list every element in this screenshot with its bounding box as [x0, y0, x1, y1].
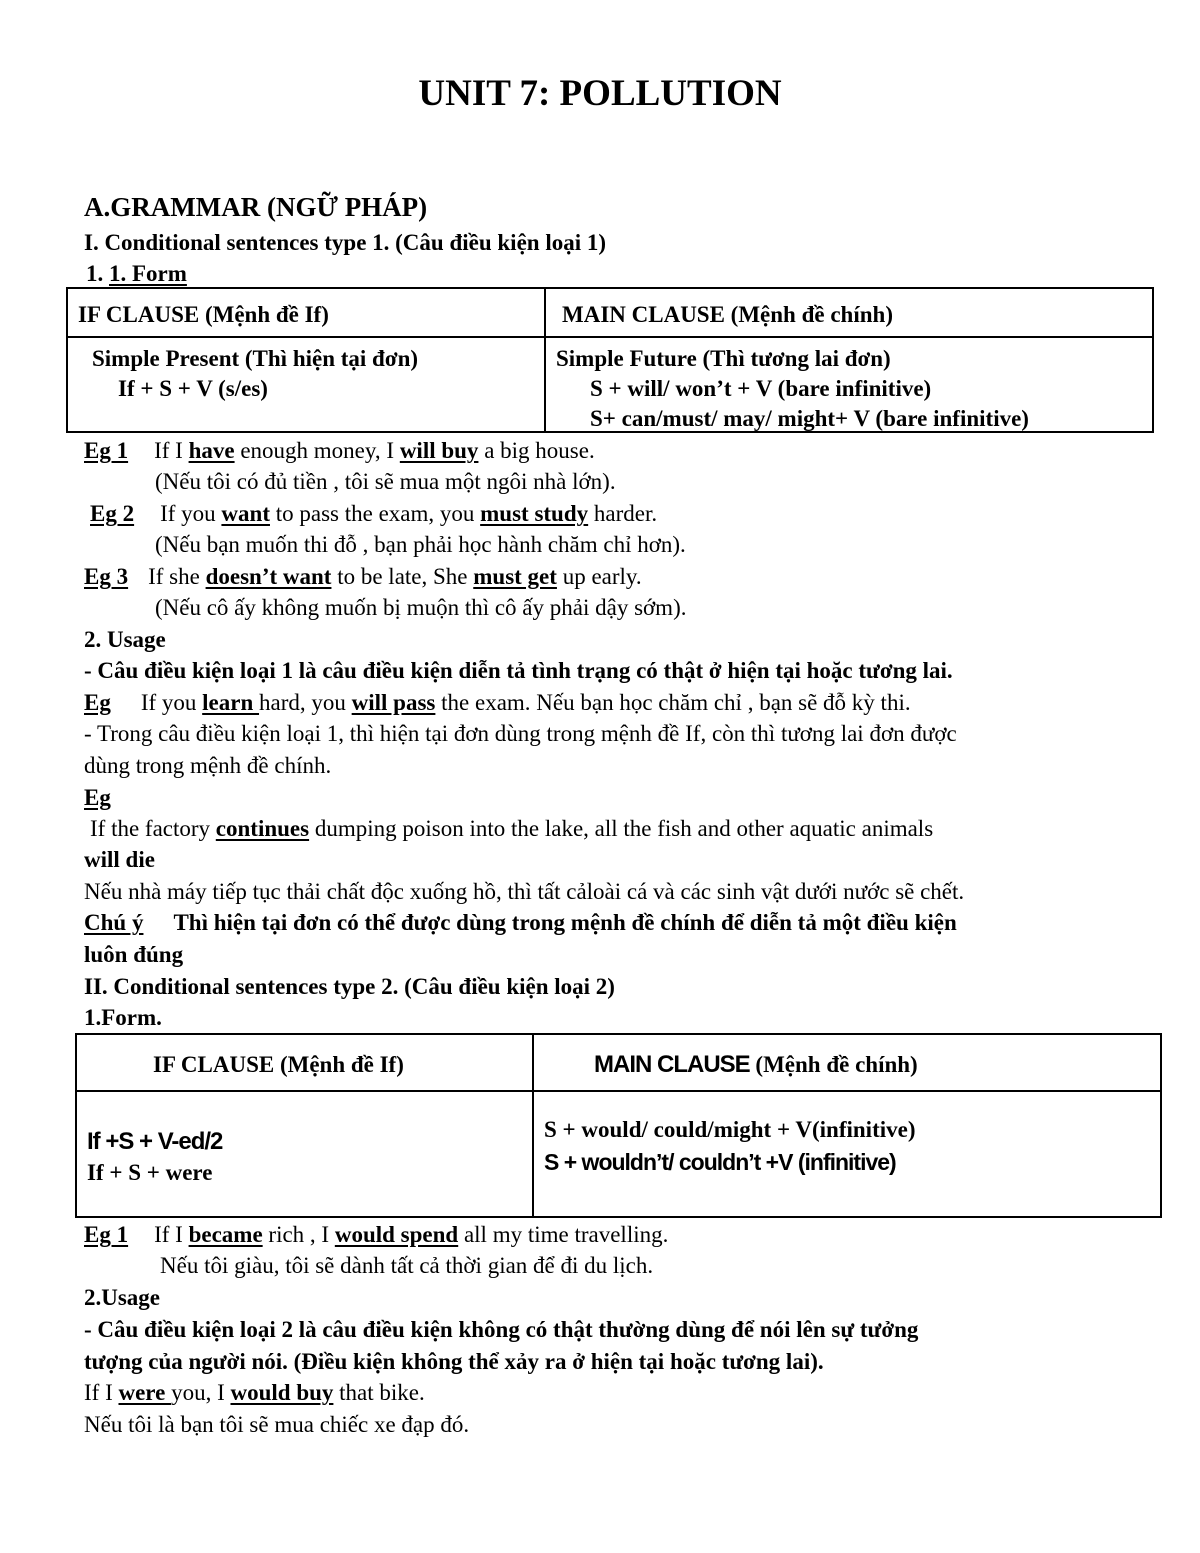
type1-main-header: MAIN CLAUSE (Mệnh đề chính)	[562, 302, 893, 327]
type2-form-label: 1.Form.	[84, 1005, 162, 1030]
type1-if-line1: Simple Present (Thì hiện tại đơn)	[92, 346, 419, 371]
type1-usage-label: 2. Usage	[84, 627, 166, 652]
type1-note-line1: - Trong câu điều kiện loại 1, thì hiện tại đơn dùng trong mệnh đề If, còn thì tương lai đơn được	[84, 721, 957, 746]
type2-example-1-translation: Nếu tôi giàu, tôi sẽ dành tất cả thời gian để đi du lịch.	[160, 1253, 654, 1278]
verb-highlight: have	[188, 438, 235, 463]
type2-main-line2: S + wouldn’t/ couldn’t +V (infinitive)	[544, 1149, 896, 1175]
type1-main-content-cell	[545, 337, 1153, 432]
type1-example-3: Eg 3 If she doesn’t want to be late, She must get up early.	[84, 564, 642, 589]
verb-highlight: would buy	[230, 1380, 334, 1405]
type1-example-2: Eg 2 If you want to pass the exam, you must study harder.	[90, 501, 658, 526]
example-label: Eg 3	[84, 564, 129, 589]
type1-main-line3: S+ can/must/ may/ might+ V (bare infinitive)	[590, 406, 1029, 431]
verb-highlight: will buy	[399, 438, 479, 463]
type1-if-content-cell	[67, 337, 545, 432]
verb-highlight: would spend	[334, 1222, 459, 1247]
type2-main-header-cell	[533, 1034, 1161, 1091]
example-label: Eg 2	[90, 501, 135, 526]
type1-note-line2: dùng trong mệnh đề chính.	[84, 753, 332, 778]
type2-if-header-cell	[76, 1034, 533, 1091]
verb-highlight: want	[221, 501, 270, 526]
type1-main-line1: Simple Future (Thì tương lai đơn)	[556, 346, 891, 371]
verb-highlight: must study	[480, 501, 589, 526]
type1-main-header-cell	[545, 288, 1153, 337]
verb-highlight: must get	[473, 564, 557, 589]
section-grammar-heading: A.GRAMMAR (NGỮ PHÁP)	[84, 192, 428, 222]
caution-label: Chú ý	[84, 910, 144, 935]
type2-if-line2: If + S + were	[87, 1160, 213, 1185]
type2-if-line1: If +S + V-ed/2	[87, 1128, 223, 1155]
type1-example-5: If the factory continues dumping poison into the lake, all the fish and other aquatic animals	[90, 816, 934, 841]
type1-example-5-translation: Nếu nhà máy tiếp tục thải chất độc xuống hồ, thì tất cảloài cá và các sinh vật dưới nước sẽ chết.	[84, 879, 965, 904]
type2-main-content-cell	[533, 1091, 1161, 1217]
type1-heading: I. Conditional sentences type 1. (Câu điều kiện loại 1)	[84, 230, 607, 255]
type1-main-line2: S + will/ won’t + V (bare infinitive)	[590, 376, 932, 401]
type2-usage-label: 2.Usage	[84, 1285, 161, 1310]
type2-usage-line1: - Câu điều kiện loại 2 là câu điều kiện không có thật thường dùng để nói lên sự tưởng	[84, 1317, 919, 1342]
form-label-text: 1. Form	[109, 261, 187, 286]
type1-if-header-cell	[67, 288, 545, 337]
type1-form-label: 1. 1. Form	[86, 261, 187, 286]
type1-caution-line2: luôn đúng	[84, 942, 184, 967]
type1-caution: Chú ý Thì hiện tại đơn có thể được dùng trong mệnh đề chính để diễn tả một điều kiện	[84, 910, 957, 935]
type2-main-line1: S + would/ could/might + V(infinitive)	[544, 1117, 916, 1142]
type2-example-1: Eg 1 If I became rich , I would spend all my time travelling.	[84, 1222, 669, 1247]
type2-usage-line2: tượng của người nói. (Điều kiện không thể xảy ra ở hiện tại hoặc tương lai).	[84, 1349, 824, 1374]
type1-if-line2: If + S + V (s/es)	[118, 376, 268, 401]
type1-example-5-label: Eg	[84, 785, 111, 810]
type2-example-2-translation: Nếu tôi là bạn tôi sẽ mua chiếc xe đạp đó.	[84, 1412, 470, 1437]
type1-example-2-translation: (Nếu bạn muốn thi đỗ , bạn phải học hành chăm chỉ hơn).	[155, 532, 686, 557]
type2-if-header: IF CLAUSE (Mệnh đề If)	[153, 1052, 404, 1077]
example-label: Eg 1	[84, 438, 129, 463]
type1-example-3-translation: (Nếu cô ấy không muốn bị muộn thì cô ấy phải dậy sớm).	[155, 595, 687, 620]
type2-heading: II. Conditional sentences type 2. (Câu điều kiện loại 2)	[84, 974, 615, 999]
type1-example-1-translation: (Nếu tôi có đủ tiền , tôi sẽ mua một ngôi nhà lớn).	[155, 469, 616, 494]
example-label: Eg	[84, 690, 111, 715]
example-label: Eg 1	[84, 1222, 129, 1247]
verb-highlight: doesn’t want	[205, 564, 332, 589]
type2-if-content-cell	[76, 1091, 533, 1217]
type2-main-header: MAIN CLAUSE (Mệnh đề chính)	[594, 1051, 918, 1078]
type1-example-4: Eg If you learn hard, you will pass the exam. Nếu bạn học chăm chỉ , bạn sẽ đỗ kỳ thi.	[84, 690, 911, 715]
verb-highlight: became	[188, 1222, 263, 1247]
type2-example-2: If I were you, I would buy that bike.	[84, 1380, 425, 1405]
type2-form-table	[75, 1033, 1162, 1218]
type1-example-1: Eg 1 If I have enough money, I will buy a big house.	[84, 438, 595, 463]
verb-highlight: were	[118, 1380, 172, 1405]
verb-highlight: will pass	[351, 690, 436, 715]
type1-usage-text: - Câu điều kiện loại 1 là câu điều kiện diễn tả tình trạng có thật ở hiện tại hoặc tương lai.	[84, 658, 953, 683]
type1-if-header: IF CLAUSE (Mệnh đề If)	[78, 302, 329, 327]
type1-example-5-result: will die	[84, 847, 155, 872]
verb-highlight: learn	[202, 690, 260, 715]
page-title: UNIT 7: POLLUTION	[418, 73, 782, 114]
verb-highlight: continues	[215, 816, 310, 841]
type1-form-table	[66, 287, 1154, 433]
